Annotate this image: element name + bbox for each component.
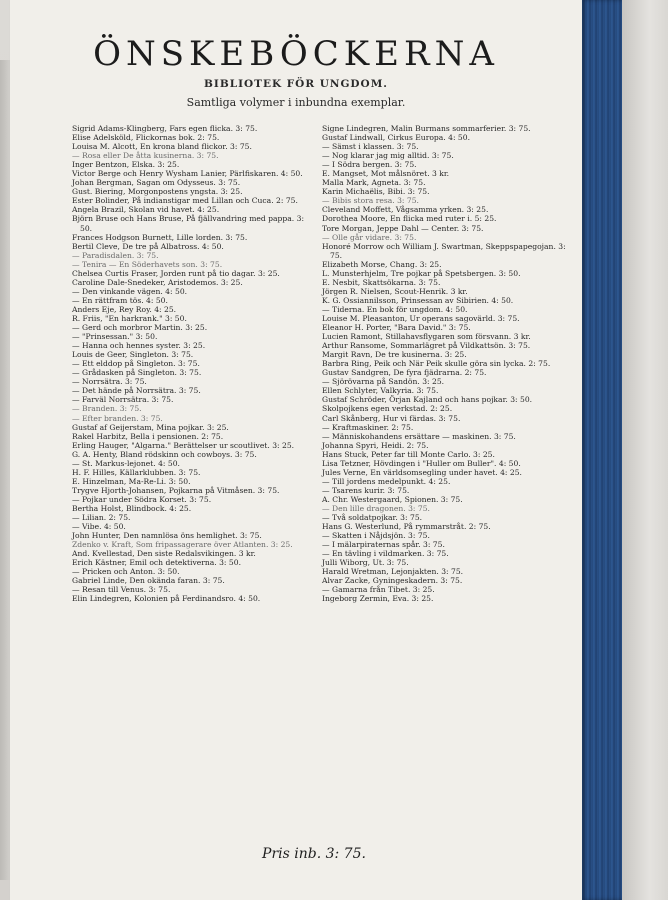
catalog-entry: — St. Markus-lejonet. 4: 50. [72, 458, 180, 468]
catalog-entry: Arthur Ransome, Sommarlägret på Vildkattsön. 3: 75. [322, 341, 531, 351]
catalog-entry: Barbra Ring, Peik och När Peik skulle göra sin lycka. 2: 75. [322, 359, 551, 369]
catalog-entry: — Gamarna från Tibet. 3: 25. [322, 585, 435, 595]
catalog-entry: — Skatten i Nåjdsjön. 3: 75. [322, 531, 430, 541]
series-title: ÖNSKEBÖCKERNA [93, 34, 499, 74]
catalog-entry: Louisa M. Alcott, En krona bland flickor. 3: 75. [72, 142, 252, 152]
catalog-entry: Gustaf Schröder, Örjan Kajland och hans pojkar. 3: 50. [322, 395, 533, 405]
catalog-entry: — Sämst i klassen. 3: 75. [322, 142, 419, 152]
catalog-entry: Anders Eje, Rey Roy. 4: 25. [72, 304, 177, 314]
catalog-entry: Hans Stuck, Peter far till Monte Carlo. 3: 25. [322, 449, 495, 459]
catalog-entry: Elizabeth Morse, Chang. 3: 25. [322, 259, 442, 269]
catalog-entry: Signe Lindegren, Malin Burmans sommarferier. 3: 75. [322, 124, 531, 133]
catalog-entry: — Två soldatpojkar. 3: 75. [322, 513, 423, 523]
catalog-entry: Carl Skånberg, Hur vi färdas. 3: 75. [322, 413, 461, 423]
catalog-entry: K. G. Ossiannilsson, Prinsessan av Sibirien. 4: 50. [322, 295, 514, 305]
catalog-entry: — Det hände på Norrsätra. 3: 75. [72, 386, 201, 396]
catalog-entry: Malla Mark, Agneta. 3: 75. [322, 178, 426, 188]
catalog-entry: G. A. Henty, Bland rödskinn och cowboys. 3: 75. [72, 449, 257, 459]
catalog-entry: — Resan till Venus. 3: 75. [72, 585, 171, 595]
catalog-entry: Harald Wretman, Lejonjakten. 3: 75. [322, 567, 464, 577]
catalog-entry: Gust. Biering, Morgonpostens yngsta. 3: 25. [72, 187, 243, 197]
catalog-entry: E. Hinzelman, Ma-Re-Li. 3: 50. [72, 476, 191, 486]
catalog-entry: — En tävling i vildmarken. 3: 75. [322, 549, 449, 559]
catalog-entry: Louis de Geer, Singleton. 3: 75. [72, 350, 194, 360]
catalog-entry: Angela Brazil, Skolan vid havet. 4: 25. [72, 205, 220, 215]
book-side-edge [622, 0, 668, 900]
catalog-entry: Julli Wiborg, Ut. 3: 75. [322, 558, 409, 568]
catalog-entry: — Vibe. 4: 50. [72, 522, 126, 532]
catalog-entry: Elise Adelsköld, Flickornas bok. 2: 75. [72, 133, 220, 143]
catalog-entry: — Lilian. 2: 75. [72, 513, 131, 523]
catalog-entry: R. Friis, "En harkrank." 3: 50. [72, 313, 187, 323]
catalog-entry: — Bibis stora resa. 3: 75. [322, 196, 419, 206]
catalog-entry: — "Prinsessan." 3: 50. [72, 332, 158, 342]
catalog-entry: Inger Bentzon, Elska. 3: 25. [72, 160, 180, 170]
catalog-entry: — Ett elddop på Singleton. 3: 75. [72, 359, 200, 369]
catalog-entry: Jörgen R. Nielsen, Scout-Henrik. 3 kr. [322, 286, 468, 296]
price-label: Pris inb. 3: 75. [262, 846, 366, 862]
catalog-entry: — Kraftmaskiner. 2: 75. [322, 422, 414, 432]
catalog-entry: And. Kvellestad, Den siste Redalsvikingen. 3 kr. [72, 549, 256, 559]
catalog-entry: Margit Ravn, De tre kusinerna. 3: 25. [322, 350, 467, 360]
catalog-entry: Ellen Schlyter, Valkyria. 3: 75. [322, 386, 439, 396]
catalog-entry: Gustaf Lindwall, Cirkus Europa. 4: 50. [322, 133, 470, 143]
catalog-entry: Lucien Ramont, Stillahavsflygaren som försvann. 3 kr. [322, 332, 531, 342]
catalog-entry: Jules Verne, En världsomsegling under havet. 4: 25. [322, 467, 522, 477]
series-subtitle: BIBLIOTEK FÖR UNGDOM. [204, 78, 388, 90]
catalog-entry: — Nog klarar jag mig alltid. 3: 75. [322, 151, 454, 161]
catalog-entry: Bertil Cleve, De tre på Albatross. 4: 50. [72, 241, 224, 251]
catalog-entry: Erling Hauger, "Algarna." Berättelser ur scoutlivet. 3: 25. [72, 440, 295, 450]
catalog-entry: — En rättfram tös. 4: 50. [72, 295, 168, 305]
catalog-entry: Lisa Tetzner, Hövdingen i "Huller om Buller". 4: 50. [322, 458, 521, 468]
catalog-entry: H. F. Hilles, Källarklubben. 3: 75. [72, 467, 201, 477]
catalog-entry: — Tiderna. En bok för ungdom. 4: 50. [322, 304, 468, 314]
catalog-entry: Chelsea Curtis Fraser, Jorden runt på tio dagar. 3: 25. [72, 268, 280, 278]
catalog-entry: — I Södra bergen. 3: 75. [322, 160, 417, 170]
catalog-entry: E. Mangset, Mot målsnöret. 3 kr. [322, 169, 450, 179]
catalog-entry: John Hunter, Den namnlösa öns hemlighet. 3: 75. [72, 531, 262, 541]
catalog-entry: — Den lille dragonen. 3: 75. [322, 503, 430, 513]
catalog-entry: Gustaf af Geijerstam, Mina pojkar. 3: 25. [72, 422, 229, 432]
catalog-entry: Sigrid Adams-Klingberg, Fars egen flicka. 3: 75. [72, 124, 258, 133]
catalog-entry: Dorothea Moore, En flicka med ruter i. 5: 25. [322, 214, 497, 224]
catalog-entry: — Tsarens kurir. 3: 75. [322, 485, 410, 495]
catalog-entry: Björn Bruse och Hans Bruse, På fjällvandring med pappa. 3: 50. [72, 214, 305, 233]
catalog-entry: Rakel Harbitz, Bella i pensionen. 2: 75. [72, 431, 224, 441]
catalog-entry: Johanna Spyri, Heidi. 2: 75. [322, 440, 429, 450]
catalog-entry: Honoré Morrow och William J. Swartman, Skeppspapegojan. 3: 75. [322, 241, 566, 260]
catalog-entry: Trygve Hjorth-Johansen, Pojkarna på Vitmåsen. 3: 75. [72, 485, 280, 495]
catalog-entry: Victor Berge och Henry Wysham Lanier, Pärlfiskaren. 4: 50. [72, 169, 303, 179]
book-spine [580, 0, 622, 900]
right-column [322, 124, 566, 824]
catalog-entry: — Sjörövarna på Sandön. 3: 25. [322, 377, 445, 387]
catalog-entry: Frances Hodgson Burnett, Lille lorden. 3: 75. [72, 232, 248, 242]
series-tagline: Samtliga volymer i inbundna exemplar. [186, 96, 406, 109]
catalog-entry: — Rosa eller De åtta kusinerna. 3: 75. [72, 151, 219, 161]
catalog-entry: — Farväl Norrsätra. 3: 75. [72, 395, 174, 405]
catalog-entry: Johan Bergman, Sagan om Odysseus. 3: 75. [72, 178, 241, 188]
catalog-entry: Zdenko v. Kraft, Som fripassagerare över Atlanten. 3: 25. [72, 540, 293, 550]
catalog-entry: Louise M. Pleasanton, Ur operans sagovärld. 3: 75. [322, 313, 520, 323]
catalog-entry: — Norrsätra. 3: 75. [72, 377, 147, 387]
catalog-columns [72, 124, 566, 824]
catalog-entry: — Efter branden. 3: 75. [72, 413, 163, 423]
catalog-entry: — Olle går vidare. 3: 75. [322, 232, 417, 242]
catalog-entry: Hans G. Westerlund, På rymmarstråt. 2: 75. [322, 522, 491, 532]
catalog-entry: Cleveland Moffett, Vågsamma yrken. 3: 25. [322, 205, 489, 215]
catalog-entry: Gustav Sandgren, De fyra fjädrarna. 2: 75. [322, 368, 487, 378]
catalog-entry: Ingeborg Zermin, Eva. 3: 25. [322, 594, 434, 604]
catalog-entry: — Till jordens medelpunkt. 4: 25. [322, 476, 451, 486]
catalog-entry: — Branden. 3: 75. [72, 404, 142, 414]
catalog-entry: — Pricken och Anton. 3: 50. [72, 567, 180, 577]
catalog-entry: Alvar Zacke, Gyningeskadern. 3: 75. [322, 576, 463, 586]
catalog-entry: A. Chr. Westergaard, Spionen. 3: 75. [322, 494, 463, 504]
catalog-entry: — Den vinkande vägen. 4: 50. [72, 286, 188, 296]
catalog-entry: — Pojkar under Södra Korset. 3: 75. [72, 494, 212, 504]
catalog-entry: Eleanor H. Porter, "Bara David." 3: 75. [322, 323, 471, 333]
catalog-entry: Tore Morgan, Jeppe Dahl — Center. 3: 75. [322, 223, 484, 233]
catalog-entry: Gabriel Linde, Den okända faran. 3: 75. [72, 576, 225, 586]
catalog-entry: Elin Lindegren, Kolonien på Ferdinandsro. 4: 50. [72, 594, 261, 604]
catalog-entry: Skolpojkens egen verkstad. 2: 25. [322, 404, 453, 414]
catalog-entry: Ester Bolinder, På indianstigar med Lillan och Cuca. 2: 75. [72, 196, 298, 206]
catalog-entry: Caroline Dale-Snedeker, Aristodemos. 3: 25. [72, 277, 243, 287]
catalog-entry: — Grådasken på Singleton. 3: 75. [72, 368, 202, 378]
catalog-entry: Bertha Holst, Blindbock. 4: 25. [72, 503, 192, 513]
left-column [72, 124, 316, 824]
catalog-entry: — Tenira — En Söderhavets son. 3: 75. [72, 259, 223, 269]
catalog-entry: — I mälarpiraternas spår. 3: 75. [322, 540, 445, 550]
catalog-entry: — Människohandens ersättare — maskinen. 3: 75. [322, 431, 516, 441]
header [10, 34, 582, 109]
catalog-entry: — Paradisdalen. 3: 75. [72, 250, 159, 260]
catalog-entry: — Gerd och morbror Martin. 3: 25. [72, 323, 208, 333]
catalog-entry: Karin Michaëlis, Bibi. 3: 75. [322, 187, 430, 197]
catalog-entry: E. Nesbit, Skattsökarna. 3: 75. [322, 277, 441, 287]
catalog-entry: L. Munsterhjelm, Tre pojkar på Spetsbergen. 3: 50. [322, 268, 521, 278]
catalog-entry: Erich Kästner, Emil och detektiverna. 3: 50. [72, 558, 241, 568]
catalog-entry: — Hanna och hennes syster. 3: 25. [72, 341, 206, 351]
